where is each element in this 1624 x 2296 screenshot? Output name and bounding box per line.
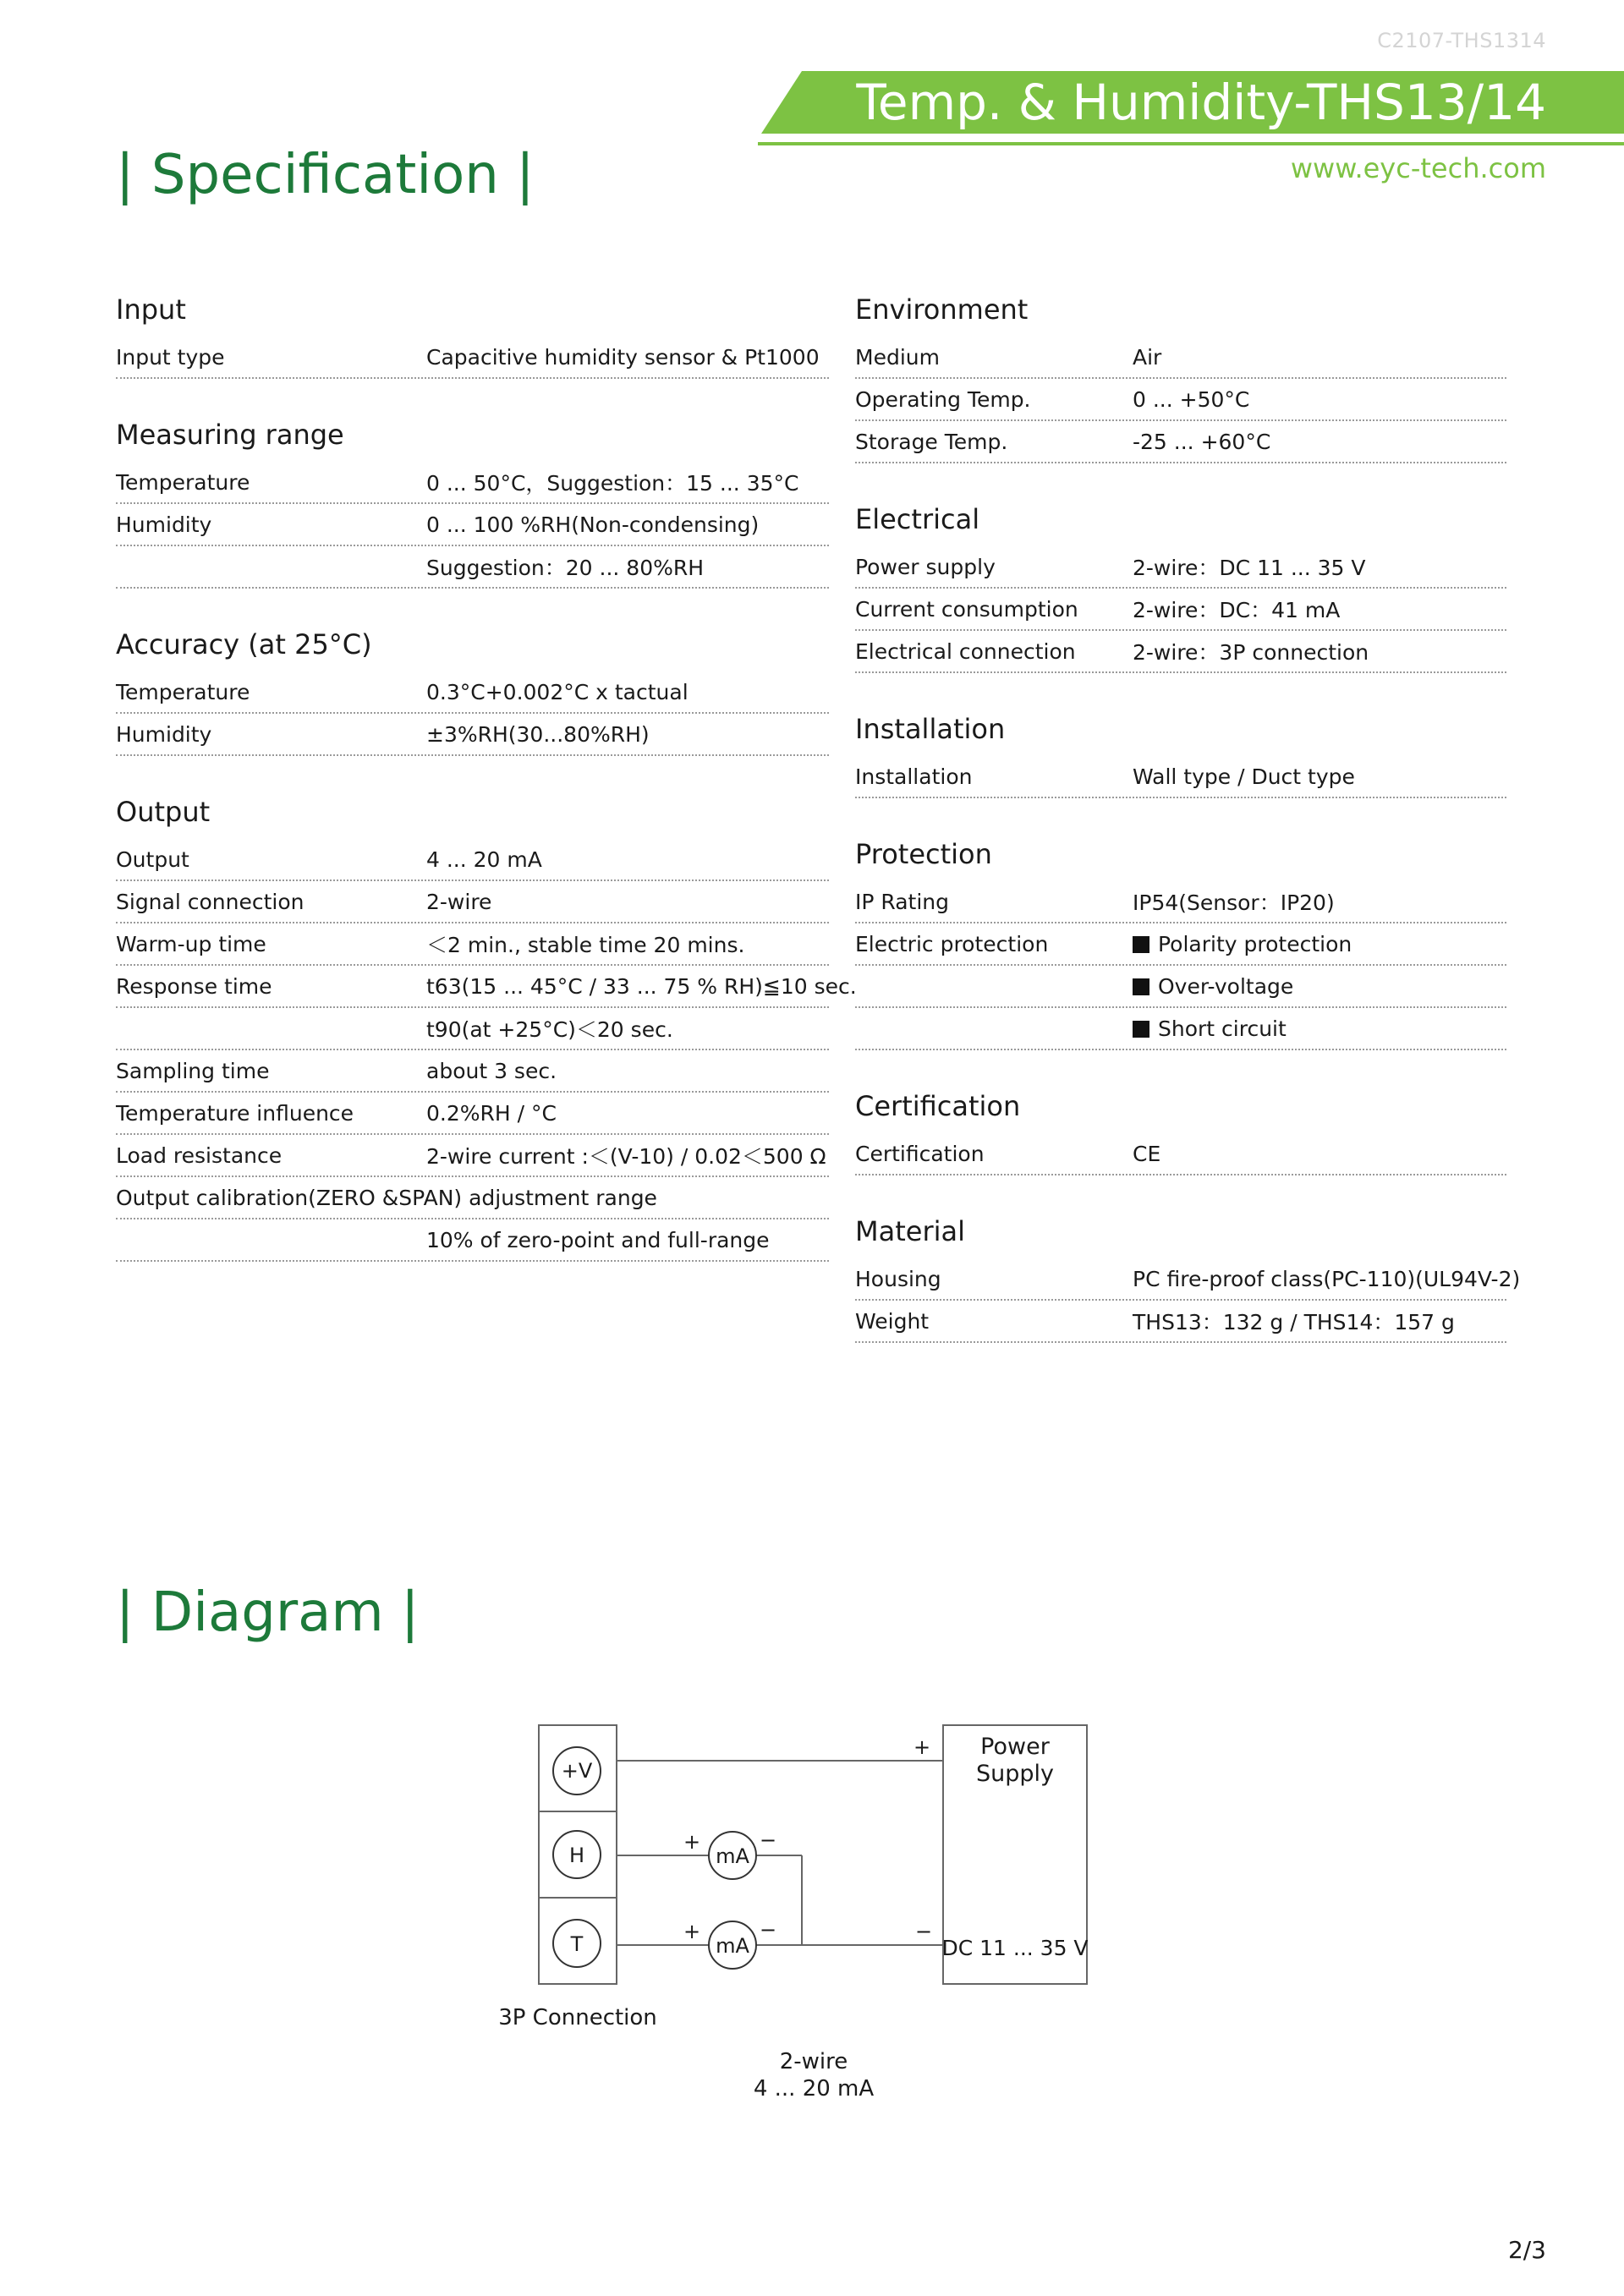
spec-row [855,421,1506,463]
spec-group-title: Measuring range [116,419,344,451]
spec-label: Response time [116,973,272,999]
spec-label: Humidity [116,512,212,537]
spec-row [855,1258,1521,1301]
spec-value: THS13：132 g / THS14：157 g [1133,1310,1455,1334]
spec-value: Capacitive humidity sensor & Pt1000 [426,344,820,370]
polarity-plus: + [683,1830,701,1854]
spec-value: 4 ... 20 mA [426,847,542,872]
spec-value: Suggestion：20 ... 80%RH [426,556,705,580]
spec-value: 2-wire [426,889,492,914]
spec-row [855,379,1506,421]
spec-label: Current consumption [855,596,1078,622]
polarity-plus: + [683,1920,701,1943]
spec-row [855,631,1506,673]
page-number: 2/3 [1507,2236,1546,2264]
spec-label: Power supply [855,554,996,579]
spec-label: Signal connection [116,889,304,914]
spec-row [116,671,829,714]
spec-group [116,627,829,756]
spec-group [855,293,1506,463]
spec-row [116,1135,829,1177]
diagram-heading: | Diagram | [116,1581,420,1644]
spec-row [116,839,829,881]
spec-value: Over-voltage [1133,974,1293,999]
spec-row [116,462,829,504]
spec-row [116,1008,829,1050]
spec-row [116,546,829,589]
terminal-label: H [568,1844,585,1867]
spec-group-title: Electrical [855,503,980,535]
spec-row [855,881,1506,923]
spec-value: Polarity protection [1133,932,1352,956]
spec-row [855,923,1506,966]
spec-label: Electric protection [855,931,1049,956]
spec-group-title: Certification [855,1090,1021,1122]
spec-group [116,293,829,379]
spec-value: 2-wire current :＜(V-10) / 0.02＜500 Ω [426,1144,826,1169]
spec-row [855,1008,1506,1050]
spec-value: 0 ... +50°C [1133,386,1250,412]
spec-row [116,337,829,379]
spec-group-title: Material [855,1215,965,1247]
spec-label: Load resistance [116,1143,283,1168]
spec-row [116,714,829,756]
spec-group-title: Input [116,293,186,326]
spec-row [116,966,857,1008]
spec-value: Short circuit [1133,1016,1287,1041]
spec-row [116,1177,829,1219]
document-code: C2107-THS1314 [1377,29,1546,52]
spec-label: Electrical connection [855,638,1076,664]
meter-label: mA [716,1934,749,1958]
spec-group-title: Output [116,796,211,828]
spec-label: Input type [116,344,225,370]
polarity-minus: − [759,1828,777,1852]
spec-column-left [116,288,857,1301]
terminal-label: +V [561,1759,593,1783]
spec-row [116,1093,829,1135]
spec-value: t90(at +25°C)＜20 sec. [426,1017,673,1042]
spec-value: IP54(Sensor：IP20) [1133,890,1335,915]
output-range-label: 4 ... 20 mA [753,2076,875,2101]
meter-label: mA [716,1844,749,1868]
spec-label: Temperature [116,679,250,704]
spec-label: Medium [855,344,940,370]
spec-label: Weight [855,1308,930,1334]
spec-label: Warm-up time [116,931,266,956]
terminal-label: T [570,1932,584,1956]
spec-value: 10% of zero-point and full-range [426,1227,770,1252]
dc-voltage-label: DC 11 ... 35 V [941,1936,1089,1960]
spec-label: Operating Temp. [855,386,1031,412]
spec-group [855,1214,1521,1343]
spec-value: 2-wire：DC 11 ... 35 V [1133,556,1366,580]
website-link[interactable]: www.eyc-tech.com [1290,152,1546,184]
spec-group-title: Installation [855,713,1006,745]
spec-label: Sampling time [116,1058,270,1083]
polarity-minus: − [914,1920,933,1943]
spec-row [855,589,1506,631]
polarity-plus: + [913,1735,931,1759]
spec-value: -25 ... +60°C [1133,429,1271,454]
spec-value: 2-wire：3P connection [1133,640,1369,665]
spec-row [116,923,829,966]
spec-label: Temperature [116,469,250,495]
spec-row [855,966,1506,1008]
spec-row [116,1050,829,1093]
power-supply-label: Supply [975,1761,1055,1787]
wire-type-label: 2-wire [779,2049,848,2074]
spec-label: Housing [855,1266,941,1291]
spec-group-title: Environment [855,293,1029,326]
spec-label: Output calibration(ZERO &SPAN) adjustment range [116,1185,657,1210]
spec-group [855,502,1506,673]
spec-group-title: Accuracy (at 25°C) [116,628,372,660]
spec-group [855,1089,1506,1175]
spec-value: 0 ... 100 %RH(Non-condensing) [426,512,760,537]
spec-value: t63(15 ... 45°C / 33 ... 75 % RH)≦10 sec. [426,973,857,999]
spec-label: Storage Temp. [855,429,1008,454]
spec-value: Wall type / Duct type [1133,764,1355,789]
specification-heading: | Specification | [116,144,535,206]
spec-group [855,712,1506,798]
spec-row [116,504,829,546]
spec-label: Certification [855,1141,985,1166]
spec-column-right [855,288,1521,1382]
spec-label: Installation [855,764,973,789]
connection-label: 3P Connection [498,2005,657,2030]
spec-row [855,337,1506,379]
product-title: Temp. & Humidity-THS13/14 [856,74,1546,131]
spec-value: 2-wire：DC：41 mA [1133,598,1341,622]
spec-value: Air [1133,344,1162,370]
spec-group-title: Protection [855,838,992,870]
header-rule [758,142,1624,145]
spec-group [116,795,857,1262]
spec-value: ±3%RH(30...80%RH) [426,721,650,747]
polarity-minus: − [759,1918,777,1942]
spec-row [855,546,1506,589]
spec-value: ＜2 min., stable time 20 mins. [426,933,745,957]
spec-row [855,756,1506,798]
spec-row [855,1301,1506,1343]
spec-group [855,837,1506,1050]
spec-value: CE [1133,1141,1161,1166]
spec-value: 0.3°C+0.002°C x tactual [426,679,689,704]
spec-value: PC fire-proof class(PC-110)(UL94V-2) [1133,1266,1521,1291]
spec-label: Temperature influence [116,1100,354,1126]
spec-group [116,418,829,589]
spec-value: about 3 sec. [426,1058,557,1083]
power-supply-label: Power [980,1734,1050,1760]
spec-value: 0.2%RH / °C [426,1100,557,1126]
spec-row [116,1219,829,1262]
spec-label: Output [116,847,189,872]
spec-label: Humidity [116,721,212,747]
spec-label: IP Rating [855,889,949,914]
spec-row [116,881,829,923]
spec-row [855,1133,1506,1175]
spec-value: 0 ... 50°C，Suggestion：15 ... 35°C [426,471,799,496]
